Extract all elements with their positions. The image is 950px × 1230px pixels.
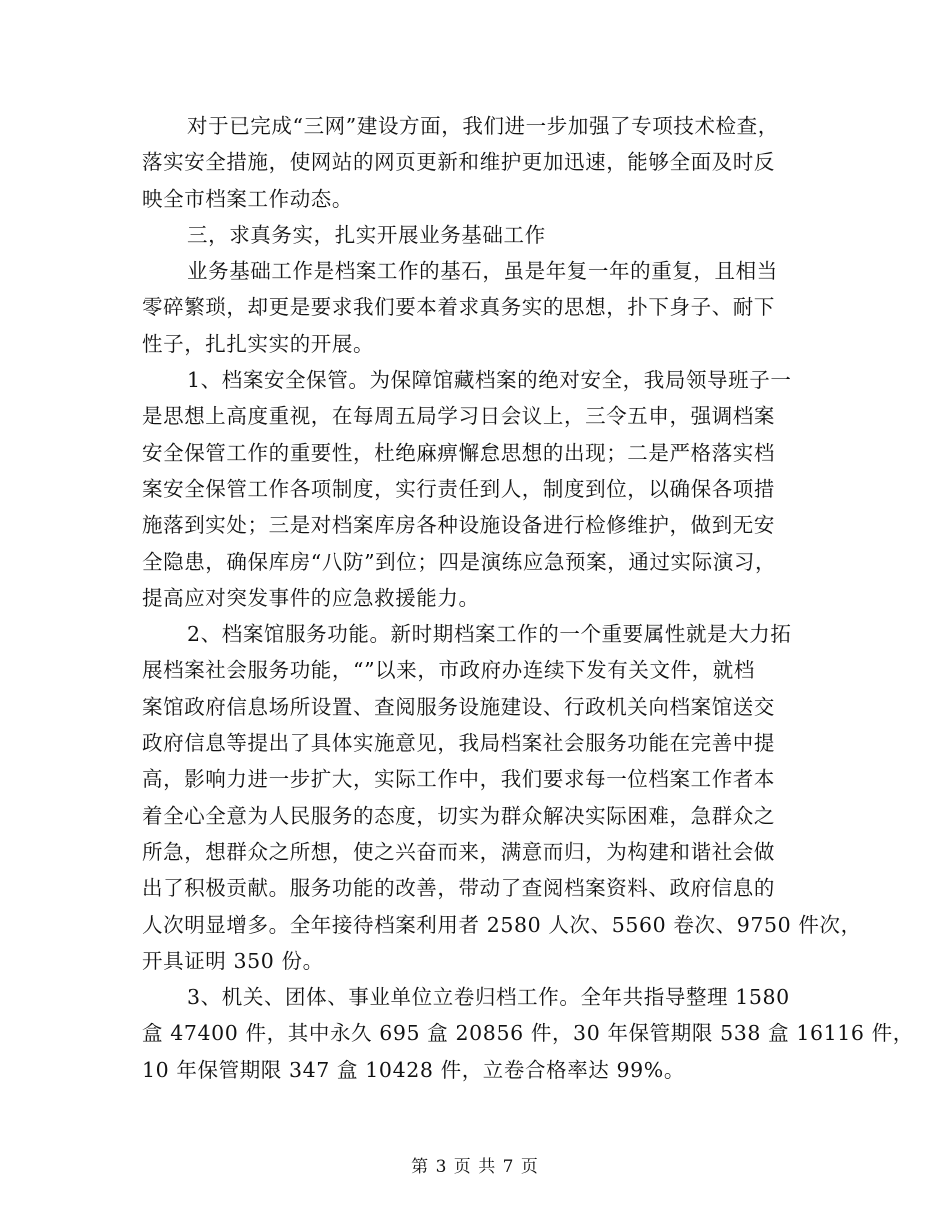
paragraph-line: 是思想上高度重视，在每周五局学习日会议上，三令五申，强调档案 <box>142 404 775 429</box>
page-number-footer: 第 3 页 共 7 页 <box>411 1157 539 1177</box>
paragraph-line: 1、档案安全保管。为保障馆藏档案的绝对安全，我局领导班子一 <box>187 368 792 393</box>
paragraph-line: 盒 47400 件，其中永久 695 盒 20856 件，30 年保管期限 538 盒 16116 件， <box>142 1021 914 1046</box>
paragraph-line: 安全保管工作的重要性，杜绝麻痹懈怠思想的出现；二是严格落实档 <box>142 440 775 465</box>
section-heading: 三，求真务实，扎实开展业务基础工作 <box>187 222 546 247</box>
paragraph-line: 案安全保管工作各项制度，实行责任到人，制度到位，以确保各项措 <box>142 476 775 501</box>
paragraph-line: 案馆政府信息场所设置、查阅服务设施建设、行政机关向档案馆送交 <box>142 694 775 719</box>
paragraph-line: 零碎繁琐，却更是要求我们要本着求真务实的思想，扑下身子、耐下 <box>142 295 775 320</box>
paragraph-line: 映全市档案工作动态。 <box>142 186 353 211</box>
paragraph-line: 性子，扎扎实实的开展。 <box>142 331 375 356</box>
paragraph-line: 提高应对突发事件的应急救援能力。 <box>142 585 480 610</box>
paragraph-line: 3、机关、团体、事业单位立卷归档工作。全年共指导整理 1580 <box>187 985 790 1010</box>
paragraph-line: 落实安全措施，使网站的网页更新和维护更加迅速，能够全面及时反 <box>142 150 775 175</box>
paragraph-line: 业务基础工作是档案工作的基石，虽是年复一年的重复，且相当 <box>187 259 778 284</box>
paragraph-line: 对于已完成“三网”建设方面，我们进一步加强了专项技术检查， <box>187 114 779 138</box>
paragraph-line: 人次明显增多。全年接待档案利用者 2580 人次、5560 卷次、9750 件次， <box>142 912 862 937</box>
paragraph-line: 施落到实处；三是对档案库房各种设施设备进行检修维护，做到无安 <box>142 513 775 538</box>
paragraph-line: 2、档案馆服务功能。新时期档案工作的一个重要属性就是大力拓 <box>187 622 792 647</box>
paragraph-line: 高，影响力进一步扩大，实际工作中，我们要求每一位档案工作者本 <box>142 767 775 792</box>
paragraph-line: 全隐患，确保库房“八防”到位；四是演练应急预案，通过实际演习， <box>142 549 777 574</box>
body-text <box>142 108 914 1088</box>
paragraph-line: 着全心全意为人民服务的态度，切实为群众解决实际困难，急群众之 <box>142 803 775 828</box>
paragraph-line: 10 年保管期限 347 盒 10428 件，立卷合格率达 99%。 <box>142 1057 685 1082</box>
paragraph-line: 所急，想群众之所想，使之兴奋而来，满意而归，为构建和谐社会做 <box>142 839 775 864</box>
paragraph-line: 政府信息等提出了具体实施意见，我局档案社会服务功能在完善中提 <box>142 731 775 756</box>
paragraph-line: 开具证明 350 份。 <box>142 948 324 973</box>
paragraph-line: 出了积极贡献。服务功能的改善，带动了查阅档案资料、政府信息的 <box>142 876 775 901</box>
paragraph-line: 展档案社会服务功能，“”以来，市政府办连续下发有关文件，就档 <box>142 658 755 683</box>
